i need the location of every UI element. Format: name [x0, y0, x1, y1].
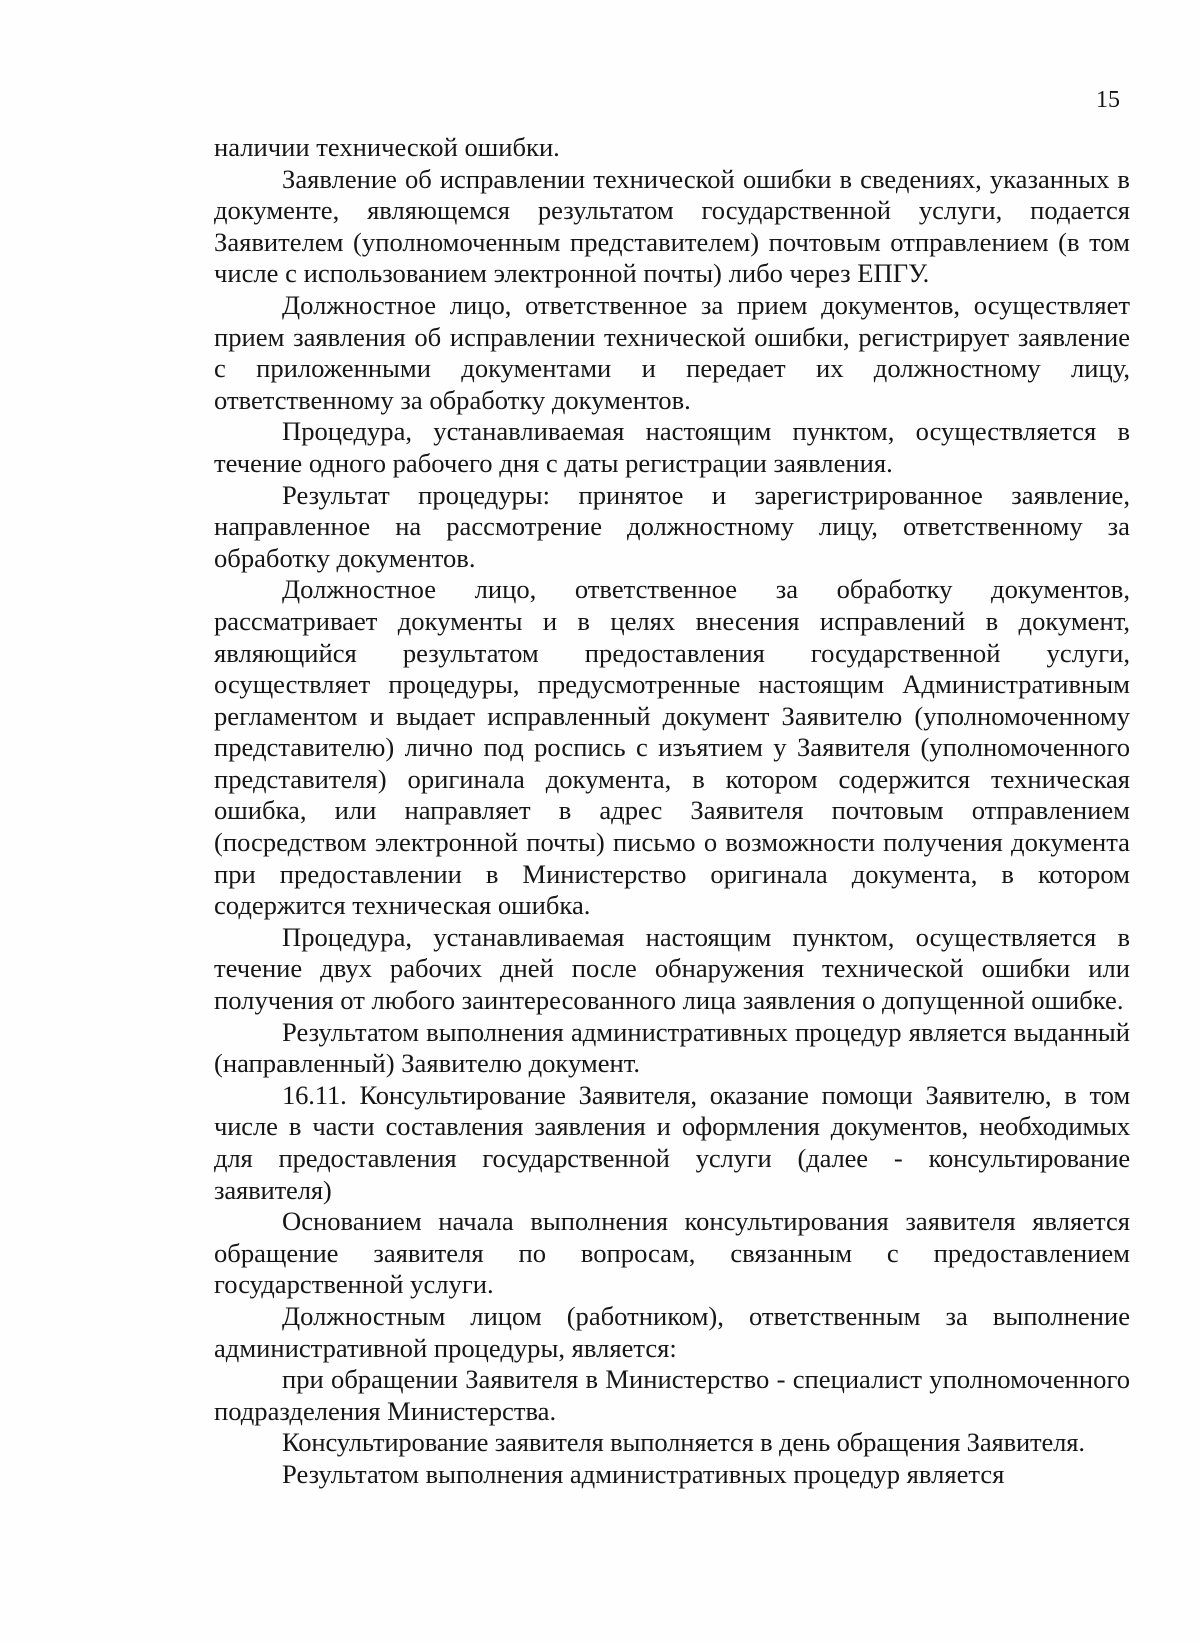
page-number: 15: [1096, 87, 1120, 113]
paragraph-consultation-same-day: Консультирование заявителя выполняется в день обращения Заявителя.: [282, 1427, 1085, 1458]
paragraph-official-reception: Должностное лицо, ответственное за прием документов, осуществляет прием заявления об исправлении технической ошибки, регистрирует заявление с приложенными документами и передает их должностному лицу, ответственному за обработку документов.: [214, 289, 1130, 415]
paragraph-continuation: наличии технической ошибки.: [214, 132, 560, 162]
paragraph-official-processing: Должностное лицо, ответственное за обработку документов, рассматривает документы и в целях внесения исправлений в документ, являющийся результатом предоставления государственной услуги, осуществляет процедуры, предусмотренные настоящим Административным регламентом и выдает исправленный документ Заявителю (уполномоченному представителю) лично под роспись с изъятием у Заявителя (уполномоченного представителя) оригинала документа, в котором содержится техническая ошибка, или направляет в адрес Заявителя почтовым отправлением (посредством электронной почты) письмо о возможности получения документа при предоставлении в Министерство оригинала документа, в котором содержится техническая ошибка.: [214, 574, 1130, 921]
paragraph-procedure-two-days: Процедура, устанавливаемая настоящим пунктом, осуществляется в течение двух рабочих дней после обнаружения технической ошибки или получения от любого заинтересованного лица заявления о допущенной ошибке.: [214, 921, 1130, 1016]
paragraph-responsible-official: Должностным лицом (работником), ответственным за выполнение административной процедуры, является:: [214, 1300, 1130, 1363]
paragraph-procedure-one-day: Процедура, устанавливаемая настоящим пунктом, осуществляется в течение одного рабочего дня с даты регистрации заявления.: [214, 416, 1130, 478]
paragraph-section-16-11: 16.11. Консультирование Заявителя, оказание помощи Заявителю, в том числе в части составления заявления и оформления документов, необходимых для предоставления государственной услуги (далее - консультирование заявителя): [214, 1079, 1130, 1205]
paragraph-procedures-result-document: Результатом выполнения административных процедур является выданный (направленный) Заявителю документ.: [214, 1016, 1130, 1079]
paragraph-application-submission: Заявление об исправлении технической ошибки в сведениях, указанных в документе, являющемся результатом государственной услуги, подается Заявителем (уполномоченным представителем) почтовым отправлением (в том числе с использованием электронной почты) либо через ЕПГУ.: [214, 163, 1130, 289]
paragraph-ministry-specialist: при обращении Заявителя в Министерство - специалист уполномоченного подразделения Министерства.: [214, 1364, 1130, 1426]
paragraph-procedures-result-final: Результатом выполнения административных процедур является: [282, 1458, 1005, 1489]
document-body: [214, 132, 1130, 1491]
paragraph-consultation-basis: Основанием начала выполнения консультирования заявителя является обращение заявителя по вопросам, связанным с предоставлением государственной услуги.: [214, 1206, 1130, 1300]
paragraph-procedure-result: Результат процедуры: принятое и зарегистрированное заявление, направленное на рассмотрение должностному лицу, ответственному за обработку документов.: [214, 479, 1130, 573]
